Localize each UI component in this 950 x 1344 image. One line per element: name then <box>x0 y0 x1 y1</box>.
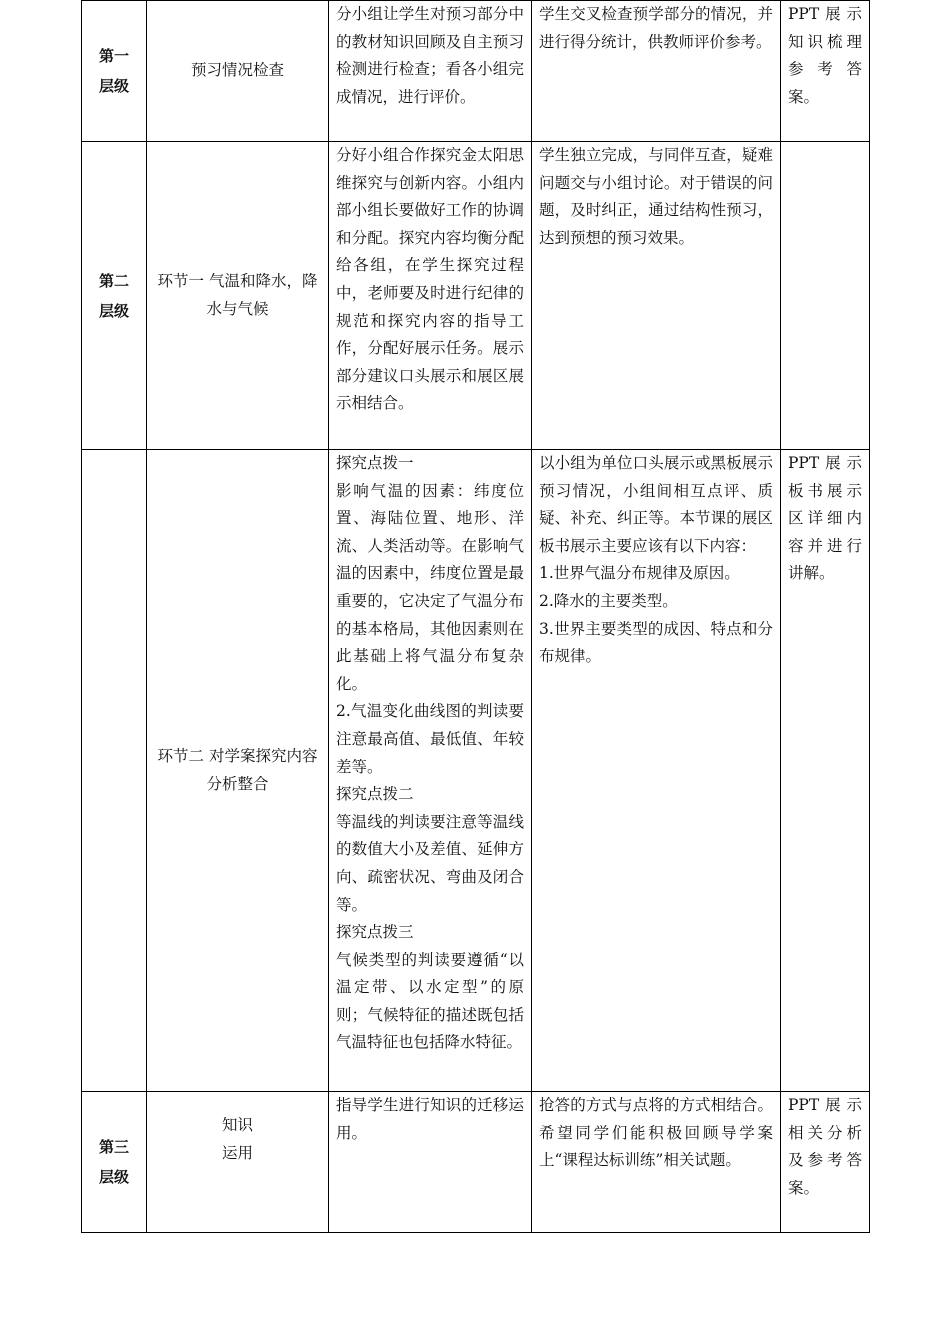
level-label-line: 第一 <box>98 47 129 65</box>
student-activity-cell <box>532 1092 781 1233</box>
lesson-plan-table <box>81 0 870 1233</box>
level-label-line: 层级 <box>98 77 129 95</box>
teacher-activity-text: 指导学生进行知识的迁移运用。 <box>336 1096 524 1142</box>
teacher-activity-heading: 探究点拨一 <box>336 454 414 472</box>
teacher-activity-text: 2.气温变化曲线图的判读要注意最高值、最低值、年较差等。 <box>336 702 524 776</box>
student-activity-cell <box>532 450 781 1092</box>
teacher-activity-cell <box>329 450 532 1092</box>
level-cell <box>82 450 147 1092</box>
teacher-activity-cell <box>329 1 532 142</box>
step-text: 运用 <box>221 1143 253 1162</box>
ppt-text: PPT展示相关分析及参考答案。 <box>788 1096 862 1197</box>
ppt-text: PPT展示知识梳理参考答案。 <box>788 5 862 106</box>
student-activity-text: 抢答的方式与点将的方式相结合。希望同学们能积极回顾导学案上“课程达标训练”相关试题。 <box>539 1096 773 1170</box>
step-text: 环节二 对学案探究内容分析整合 <box>157 746 318 793</box>
student-activity-list-item: 3.世界主要类型的成因、特点和分布规律。 <box>539 619 773 666</box>
teacher-activity-text: 分小组让学生对预习部分中的教材知识回顾及自主预习检测进行检查；看各小组完成情况，进行评价。 <box>336 5 524 106</box>
student-activity-list-item: 1.世界气温分布规律及原因。 <box>539 564 740 583</box>
ppt-text: PPT展示板书展示区详细内容并进行讲解。 <box>788 454 862 583</box>
student-activity-list-item: 2.降水的主要类型。 <box>539 591 678 610</box>
level-cell <box>82 142 147 450</box>
table-row <box>82 1 870 142</box>
table-row <box>82 1092 870 1233</box>
step-text: 预习情况检查 <box>190 61 284 80</box>
teacher-activity-cell <box>329 1092 532 1233</box>
level-label-line: 层级 <box>98 301 129 320</box>
teacher-activity-heading: 探究点拨二 <box>336 785 414 804</box>
teacher-activity-heading: 探究点拨三 <box>336 923 414 942</box>
step-cell <box>147 450 329 1092</box>
student-activity-cell <box>532 142 781 450</box>
teacher-activity-text: 等温线的判读要注意等温线的数值大小及差值、延伸方向、疏密状况、弯曲及闭合等。 <box>336 812 524 914</box>
teacher-activity-cell <box>329 142 532 450</box>
level-cell <box>82 1092 147 1233</box>
level-label-line: 第三 <box>98 1138 129 1156</box>
student-activity-text: 学生交叉检查预学部分的情况，并进行得分统计，供教师评价参考。 <box>539 5 773 51</box>
teacher-activity-text: 气候类型的判读要遵循“以温定带、以水定型”的原则；气候特征的描述既包括气温特征也包括降水特征。 <box>336 950 524 1052</box>
ppt-cell <box>781 142 870 450</box>
level-label-line: 层级 <box>98 1168 129 1186</box>
ppt-cell <box>781 1092 870 1233</box>
step-text: 知识 <box>221 1116 253 1134</box>
student-activity-text: 学生独立完成，与同伴互查，疑难问题交与小组讨论。对于错误的问题，及时纠正，通过结构性预习，达到预想的预习效果。 <box>539 146 773 247</box>
student-activity-text: 以小组为单位口头展示或黑板展示预习情况，小组间相互点评、质疑、补充、纠正等。本节课的展区板书展示主要应该有以下内容： <box>539 454 773 555</box>
table-row <box>82 142 870 450</box>
level-label-line: 第二 <box>98 271 129 290</box>
teacher-activity-text: 分好小组合作探究金太阳思维探究与创新内容。小组内部小组长要做好工作的协调和分配。探究内容均衡分配给各组，在学生探究过程中，老师要及时进行纪律的规范和探究内容的指导工作，分配好展示任务。展示部分建议口头展示和展区展示相结合。 <box>336 146 524 413</box>
step-text: 环节一 气温和降水，降水与气候 <box>157 271 318 318</box>
step-cell <box>147 1 329 142</box>
level-cell <box>82 1 147 142</box>
ppt-cell <box>781 1 870 142</box>
table-row <box>82 450 870 1092</box>
ppt-cell <box>781 450 870 1092</box>
step-cell <box>147 1092 329 1233</box>
teacher-activity-text: 影响气温的因素：纬度位置、海陆位置、地形、洋流、人类活动等。在影响气温的因素中，纬度位置是最重要的，它决定了气温分布的基本格局，其他因素则在此基础上将气温分布复杂化。 <box>336 481 524 693</box>
student-activity-cell <box>532 1 781 142</box>
step-cell <box>147 142 329 450</box>
